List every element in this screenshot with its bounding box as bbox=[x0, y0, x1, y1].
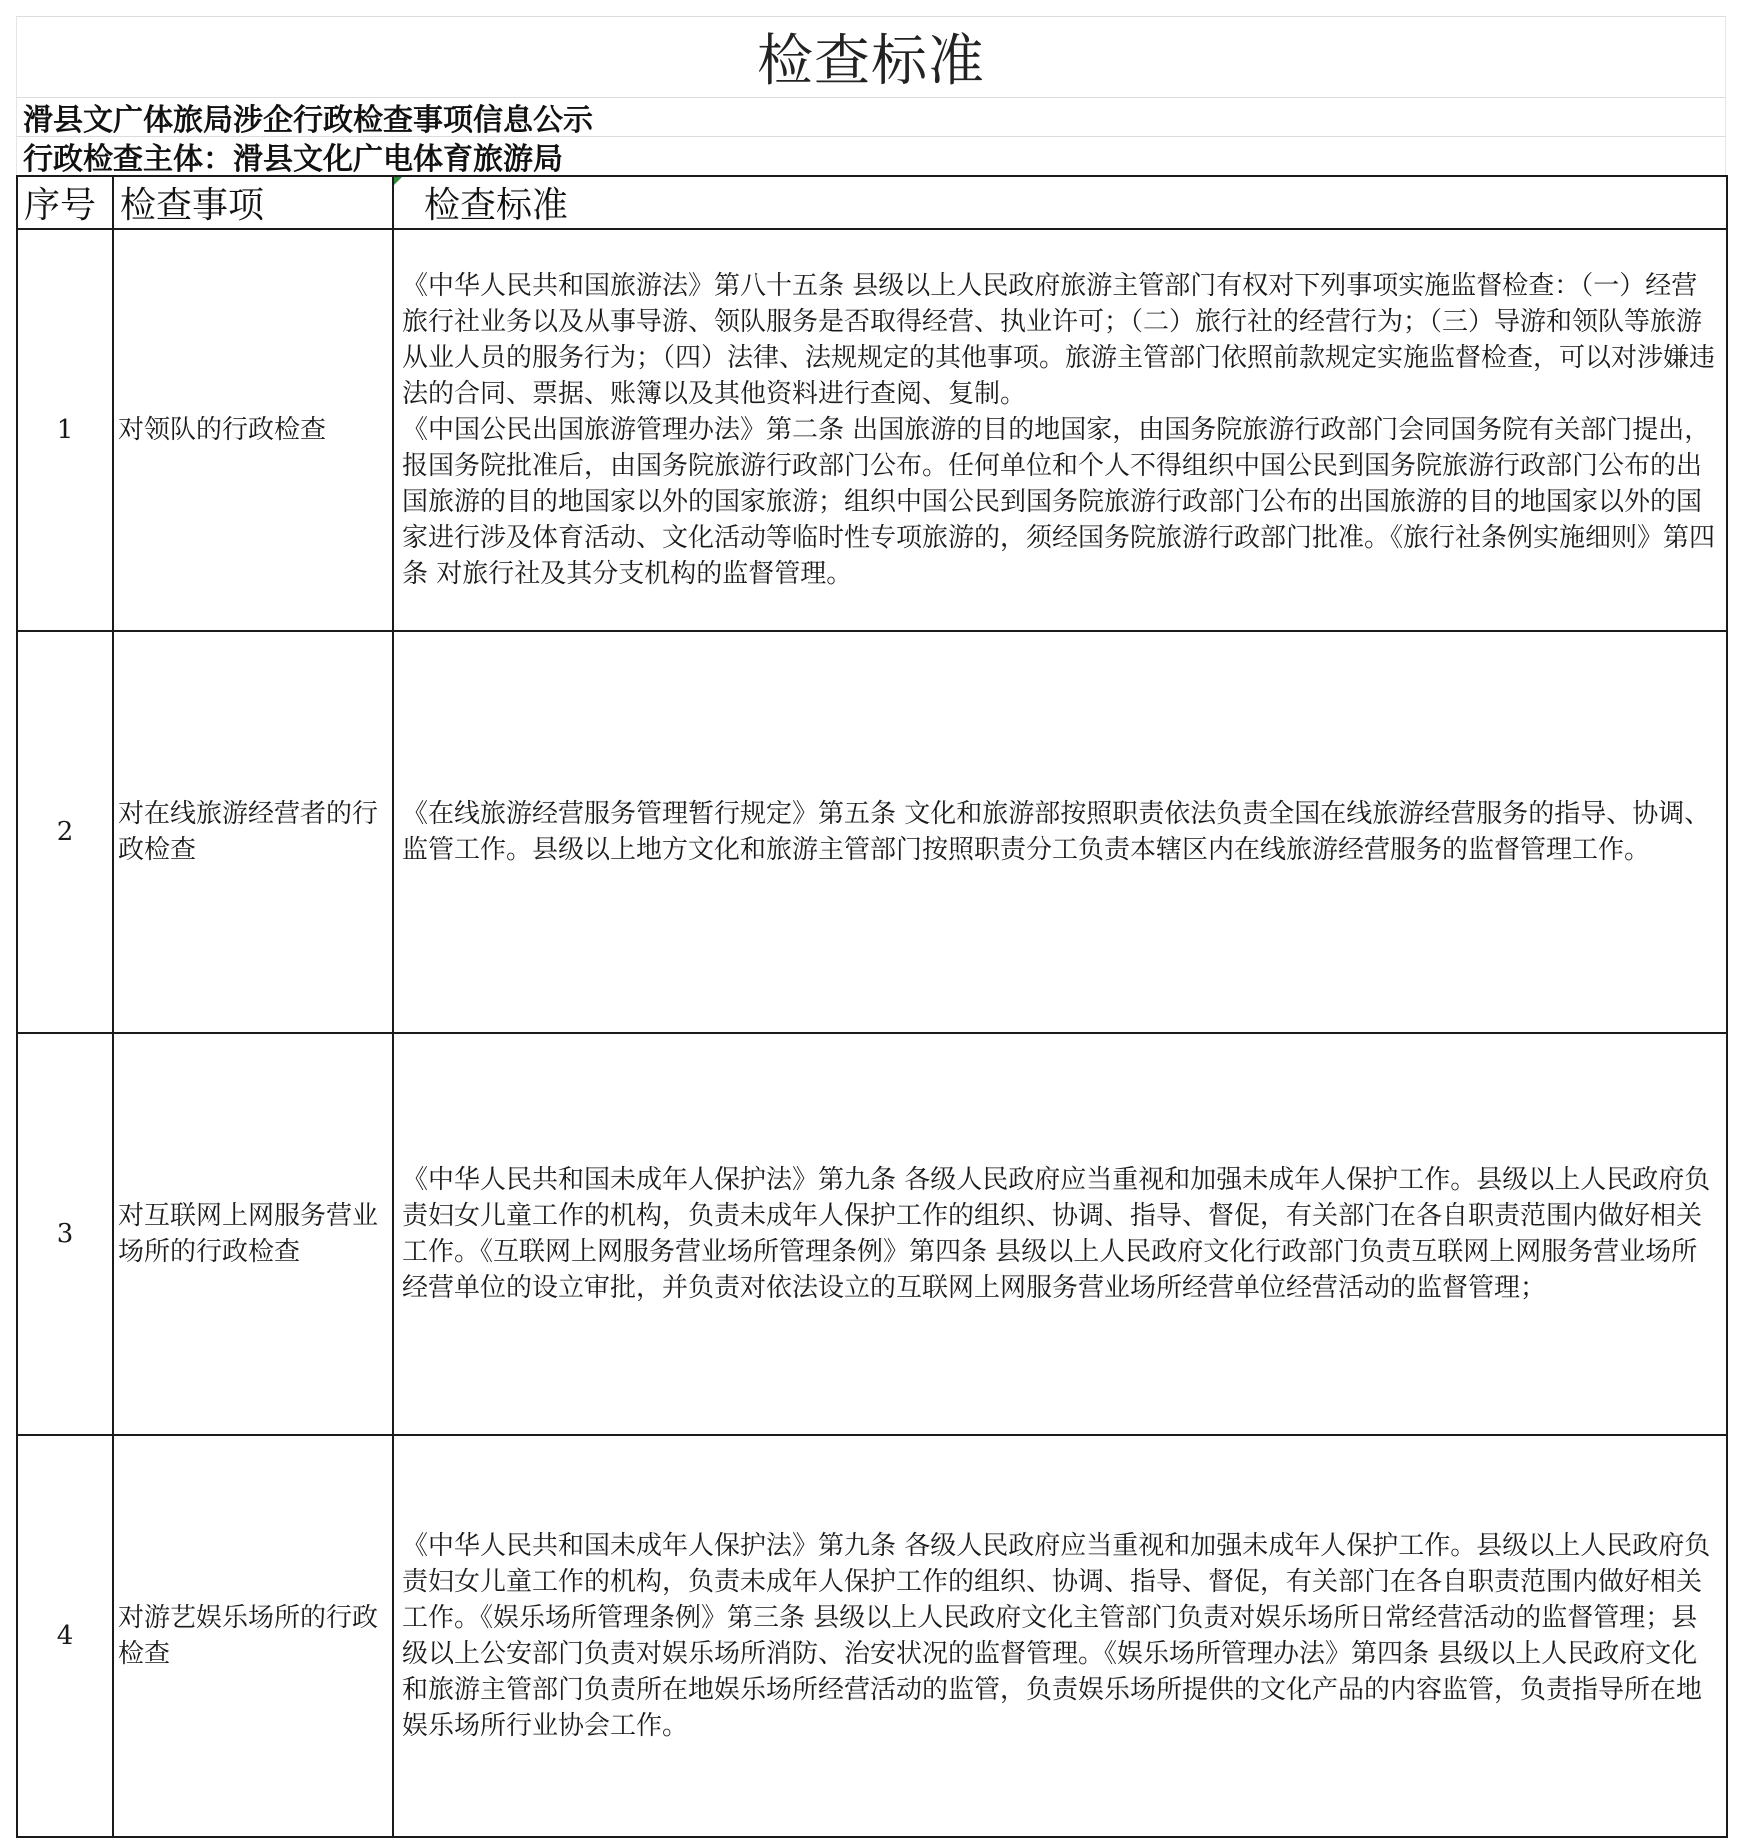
row-num-cell[interactable]: 1 bbox=[17, 229, 113, 631]
standard-paragraph: 《中国公民出国旅游管理办法》第二条 出国旅游的目的地国家，由国务院旅游行政部门会同国务院有关部门提出，报国务院批准后，由国务院旅游行政部门公布。任何单位和个人不得组织中国公民到国务院旅游行政部门公布的出国旅游的目的地国家以外的国家旅游；组织中国公民到国务院旅游行政部门公布的出国旅游的目的地国家以外的国家进行涉及体育活动、文化活动等临时性专项旅游的，须经国务院旅游行政部门批准。《旅行社条例实施细则》第四条 对旅行社及其分支机构的监督管理。 bbox=[402, 415, 1716, 589]
header-row bbox=[17, 176, 1727, 229]
row-num-cell[interactable]: 4 bbox=[17, 1435, 113, 1837]
table-row bbox=[17, 1033, 1727, 1435]
page-title: 检查标准 bbox=[757, 29, 985, 94]
row-standard-cell[interactable] bbox=[393, 1033, 1727, 1435]
row-standard-cell[interactable] bbox=[393, 229, 1727, 631]
publicity-heading: 滑县文广体旅局涉企行政检查事项信息公示 bbox=[23, 103, 593, 138]
comment-indicator-icon bbox=[394, 177, 402, 185]
row-item-cell[interactable]: 对互联网上网服务营业场所的行政检查 bbox=[113, 1033, 393, 1435]
standard-paragraph: 《中华人民共和国未成年人保护法》第九条 各级人民政府应当重视和加强未成年人保护工作。县级以上人民政府负责妇女儿童工作的机构，负责未成年人保护工作的组织、协调、指导、督促，有关部门在各自职责范围内做好相关工作。《互联网上网服务营业场所管理条例》第四条 县级以上人民政府文化行政部门负责互联网上网服务营业场所经营单位的设立审批，并负责对依法设立的互联网上网服务营业场所经营单位经营活动的监督管理； bbox=[402, 1165, 1711, 1303]
info-cell-subject[interactable] bbox=[16, 136, 1726, 175]
header-standard-label: 检查标准 bbox=[424, 185, 569, 226]
title-cell[interactable] bbox=[16, 16, 1726, 97]
inspection-table bbox=[16, 175, 1728, 1838]
header-item[interactable]: 检查事项 bbox=[113, 176, 393, 229]
standard-paragraph: 《在线旅游经营服务管理暂行规定》第五条 文化和旅游部按照职责依法负责全国在线旅游经营服务的指导、协调、监管工作。县级以上地方文化和旅游主管部门按照职责分工负责本辖区内在线旅游经营服务的监督管理工作。 bbox=[402, 799, 1711, 865]
table-row bbox=[17, 229, 1727, 631]
spreadsheet bbox=[16, 16, 1726, 1838]
table-row bbox=[17, 631, 1727, 1033]
standard-paragraph: 《中华人民共和国未成年人保护法》第九条 各级人民政府应当重视和加强未成年人保护工作。县级以上人民政府负责妇女儿童工作的机构，负责未成年人保护工作的组织、协调、指导、督促，有关部门在各自职责范围内做好相关工作。《娱乐场所管理条例》第三条 县级以上人民政府文化主管部门负责对娱乐场所日常经营活动的监督管理；县级以上公安部门负责对娱乐场所消防、治安状况的监督管理。《娱乐场所管理办法》第四条 县级以上人民政府文化和旅游主管部门负责所在地娱乐场所经营活动的监管，负责娱乐场所提供的文化产品的内容监管，负责指导所在地娱乐场所行业协会工作。 bbox=[402, 1531, 1711, 1741]
row-item-cell[interactable]: 对在线旅游经营者的行政检查 bbox=[113, 631, 393, 1033]
row-standard-cell[interactable] bbox=[393, 1435, 1727, 1837]
table-row bbox=[17, 1435, 1727, 1837]
row-num-cell[interactable]: 2 bbox=[17, 631, 113, 1033]
row-standard-cell[interactable] bbox=[393, 631, 1727, 1033]
info-cell-publicity[interactable] bbox=[16, 97, 1726, 136]
header-standard[interactable] bbox=[393, 176, 1727, 229]
inspection-subject: 行政检查主体：滑县文化广电体育旅游局 bbox=[23, 142, 563, 177]
row-num-cell[interactable]: 3 bbox=[17, 1033, 113, 1435]
standard-paragraph: 《中华人民共和国旅游法》第八十五条 县级以上人民政府旅游主管部门有权对下列事项实施监督检查：（一）经营旅行社业务以及从事导游、领队服务是否取得经营、执业许可；（二）旅行社的经营行为；（三）导游和领队等旅游从业人员的服务行为；（四）法律、法规规定的其他事项。旅游主管部门依照前款规定实施监督检查，可以对涉嫌违法的合同、票据、账簿以及其他资料进行查阅、复制。 bbox=[402, 271, 1716, 409]
row-item-cell[interactable]: 对游艺娱乐场所的行政检查 bbox=[113, 1435, 393, 1837]
row-item-cell[interactable]: 对领队的行政检查 bbox=[113, 229, 393, 631]
header-num[interactable]: 序号 bbox=[17, 176, 113, 229]
